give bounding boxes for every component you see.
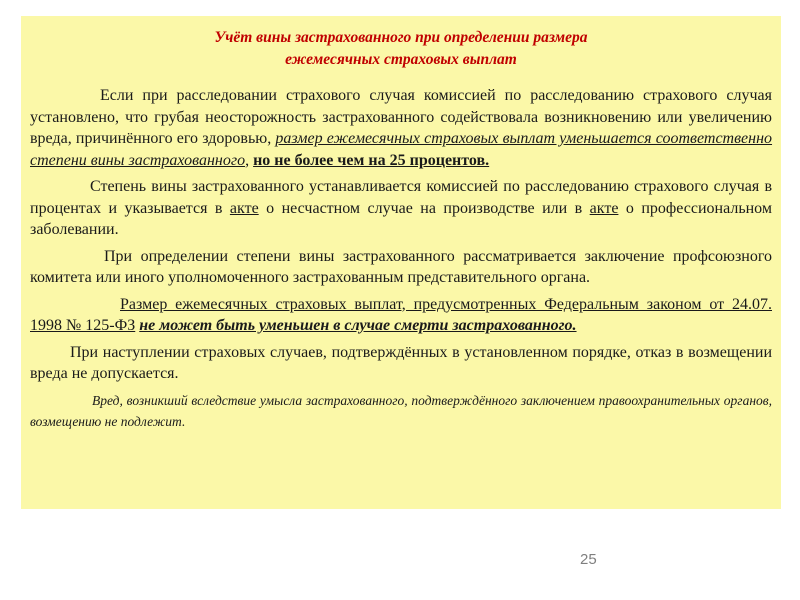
slide-title bbox=[30, 27, 772, 71]
p1-italic-text: размер ежемесячных страховых выплат уменьшается соответственно степени вины застрахованного bbox=[30, 130, 773, 169]
p6-text: Вред, возникший вследствие умысла застрахованного, подтверждённого заключением правоохранительных органов, возмещению не подлежит. bbox=[30, 392, 772, 429]
paragraph-gross-negligence bbox=[30, 85, 772, 171]
paragraph-union-opinion bbox=[30, 246, 772, 289]
paragraph-no-refusal bbox=[30, 342, 772, 385]
paragraph-degree-of-guilt bbox=[30, 176, 772, 241]
title-line-1: Учёт вины застрахованного при определении размера bbox=[214, 29, 588, 46]
p5-text: При наступлении страховых случаев, подтверждённых в установленном порядке, отказ в возмещении вреда не допускается. bbox=[30, 343, 772, 382]
p4-bold-italic-text: не может быть уменьшен в случае смерти застрахованного. bbox=[139, 317, 577, 334]
p2-text-3: о профессиональном заболевании. bbox=[30, 199, 772, 238]
p2-text-2: о несчастном случае на производстве или в bbox=[266, 199, 583, 217]
act-link-1[interactable]: акте bbox=[229, 199, 259, 217]
page-number: 25 bbox=[580, 551, 597, 568]
slide-content-box bbox=[21, 16, 781, 509]
paragraph-death-case bbox=[30, 294, 772, 337]
p1-text: Если при расследовании страхового случая комиссией по расследованию страхового случая установлено, что грубая неосторожность застрахованного содействовала возникновению или увеличению вреда, причинённого его здоровью, bbox=[30, 87, 772, 147]
p1-comma: , bbox=[245, 151, 250, 169]
p4-underlined-text: Размер ежемесячных страховых выплат, предусмотренных Федеральным законом от 24.07. 1998 № 125-ФЗ bbox=[30, 295, 772, 334]
p1-bold-text: но не более чем на 25 процентов. bbox=[253, 151, 490, 169]
p2-text-1: Степень вины застрахованного устанавливается комиссией по расследованию страхового случая в процентах и указывается в bbox=[30, 178, 772, 217]
p3-text: При определении степени вины застрахованного рассматривается заключение профсоюзного комитета или иного уполномоченного застрахованным представительного органа. bbox=[30, 247, 772, 286]
title-line-2: ежемесячных страховых выплат bbox=[285, 51, 517, 68]
act-link-2[interactable]: акте bbox=[589, 199, 619, 217]
paragraph-intent bbox=[30, 390, 772, 432]
